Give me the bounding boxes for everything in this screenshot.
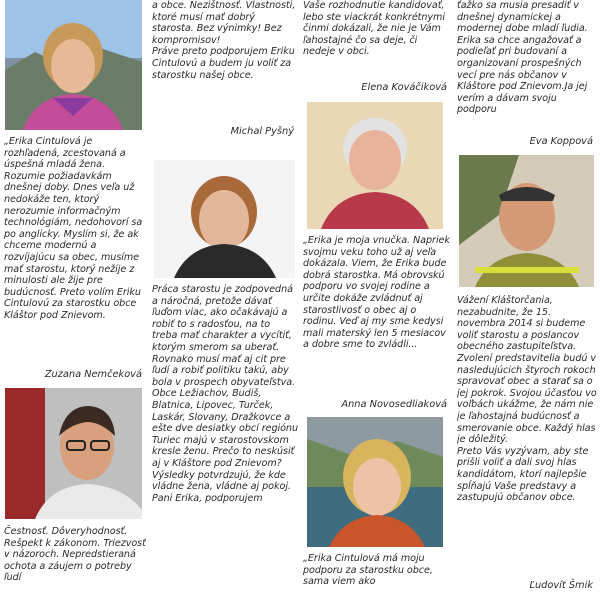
author-ludovit: Ľudovít Šmik (529, 580, 593, 591)
photo-ludovit (459, 155, 594, 287)
testimonial-michal-text: a obce. Nezištnosť. Vlastnosti, ktoré musí mať dobrý starosta. Bez výnimky! Bez kompromisov! Práve preto podporujem Eriku Cintulovú a budem ju voliť za starostku našej obce. (152, 0, 296, 81)
column-4 (457, 0, 597, 595)
testimonial-elena-text: Vaše rozhodnutie kandidovať, lebo ste viackrát konkrétnymi činmi dokázali, že nie je Vám ľahostajné čo sa deje, či nedeje v obci. (303, 0, 445, 58)
author-anna: Anna Novosedliaková (341, 399, 447, 410)
column-1 (4, 0, 146, 595)
testimonial-erika-text: „Erika Cintulová má moju podporu za starostku obce, sama viem ako (303, 553, 433, 588)
testimonial-anna-text: „Erika je moja vnučka. Napriek svojmu veku toho už aj veľa dokázala. Viem, že Erika bude dobrá starostka. Má obrovskú podporu vo svojej rodine a určite dokáže zvládnuť aj starostlivosť o obec aj o rodinu. Veď aj my sme kedysi mali materský len 5 mesiacov a dobre sme to zvládli... (303, 235, 450, 351)
testimonial-zuzana-text: „Erika Cintulová je rozhľadená, zcestovaná a úspešná mladá žena. Rozumie požiadavkám dnešnej doby. Dnes veľa už nedokáže ten, ktorý nerozumie informačným technológiám, nedohovorí sa po anglicky. Myslím si, že ak chceme modernú a rozvíjajúcu sa obec, musíme mať starostu, ktorý nežije z minulosti ale žije pre budúcnosť. Preto volím Eriku Cintulovú za starostku obce Kláštor pod Znievom. (4, 136, 143, 321)
photo-middle-woman (154, 160, 295, 278)
author-eva: Eva Koppová (529, 136, 593, 147)
author-elena: Elena Kováčiková (361, 82, 447, 93)
testimonial-eva-text: ťažko sa musia presadiť v dnešnej dynamickej a modernej dobe mladí ľudia. Erika sa chce angažovať a podieľať pri budovaní a organizovaní prospešných vecí pre nás občanov v Kláštore pod Znievom.Ja jej verím a dávam svoju podporu (457, 0, 588, 116)
photo-zuzana (5, 0, 142, 130)
testimonial-values-text: Čestnosť. Dôveryhodnosť. Rešpekt k zákonom. Triezvosť v názoroch. Nepredstieraná ochota a záujem o potreby ľudí (4, 526, 146, 584)
photo-michal (5, 388, 142, 519)
author-michal: Michal Pyšný (230, 126, 294, 137)
testimonial-middle-text: Práca starostu je zodpovedná a náročná, pretože dávať ľuďom viac, ako očakávajú a robiť to s radosťou, na to treba mať charakter a vycítiť, ktorým smerom sa uberať. Rovnako musí mať aj cit pre ľudí a robiť politiku takú, aby bola v prospech obyvateľstva. Obce Ležiachov, Budiš, Blatnica, Lipovec, Turček, Laskár, Slovany, Dražkovce a ešte dve desiatky obcí regiónu Turiec majú v starostovskom kresle ženu. Prečo to neskúsiť aj v Kláštore pod Znievom? Výsledky potvrdzujú, že kde vládne žena, vládne aj pokoj. Pani Erika, podporujem (152, 284, 298, 504)
photo-elena (307, 102, 443, 229)
testimonial-ludovit-text: Vážení Kláštorčania, nezabudnite, že 15. novembra 2014 si budeme voliť starostu a poslancov obecného zastupiteľstva. Zvolení predstavitelia budú v nasledujúcich štyroch rokoch spravovať obec a starať sa o jej pokrok. Svojou účasťou vo voľbách ukážme, že nám nie je ľahostajná budúcnosť a smerovanie obce. Každý hlas je dôležitý. Preto Vás vyzývam, aby ste prišli voliť a dali svoj hlas kandidátom, ktorí najlepšie spĺňajú Vaše predstavy a zastupujú občanov obce. (457, 295, 597, 504)
column-3 (303, 0, 451, 595)
author-zuzana: Zuzana Nemčeková (44, 369, 142, 380)
column-2 (152, 0, 298, 595)
photo-erika (307, 417, 443, 547)
